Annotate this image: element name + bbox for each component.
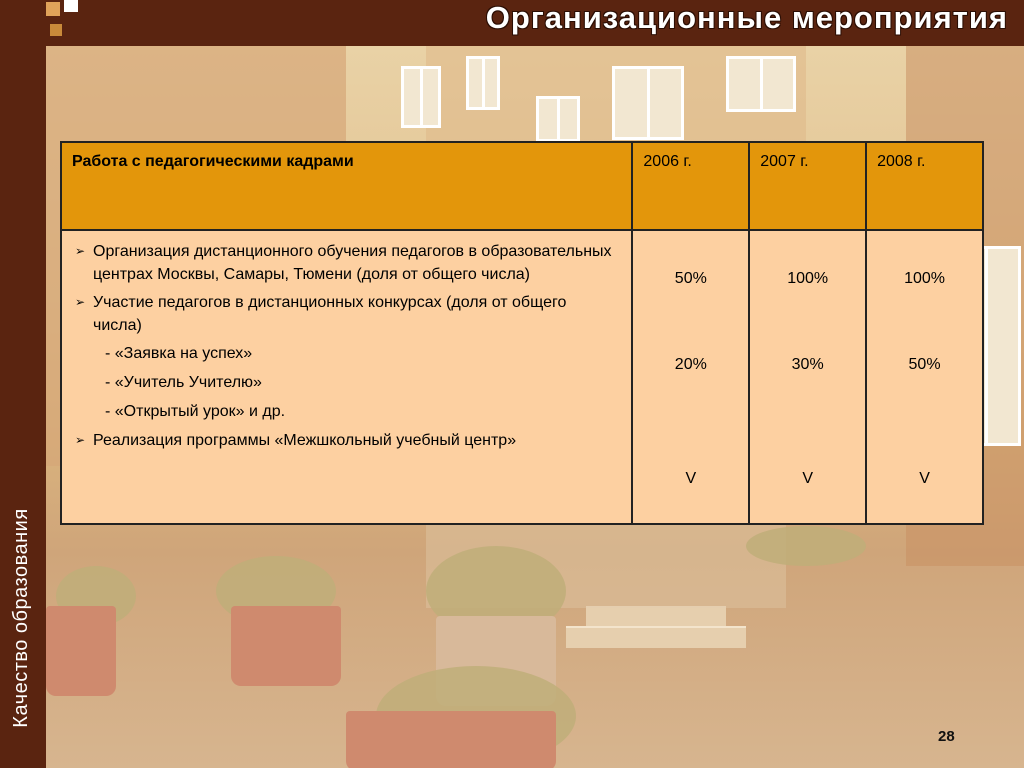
activities-table: [60, 141, 984, 525]
year-2007-header: 2007 г.: [749, 142, 866, 230]
list-item-text: Участие педагогов в дистанционных конкурсах (доля от общего числа): [93, 294, 567, 334]
list-item-text: Реализация программы «Межшкольный учебный центр»: [93, 432, 517, 449]
title-bar: [0, 0, 1024, 46]
side-title: Качество образования: [10, 508, 32, 728]
values-2006: [632, 230, 749, 524]
value-cell: 50%: [908, 356, 941, 373]
list-item-text: Организация дистанционного обучения педагогов в образовательных центрах Москвы, Самары, Тюмени (доля от общего числа): [93, 243, 612, 283]
list-item: [75, 240, 616, 286]
sub-item: - «Открытый урок» и др.: [105, 403, 286, 420]
sub-item: - «Заявка на успех»: [105, 345, 253, 362]
table-body-row: [61, 230, 983, 524]
page-title: Организационные мероприятия: [485, 0, 1008, 35]
value-cell: 30%: [791, 356, 824, 373]
sub-item: - «Учитель Учителю»: [105, 374, 262, 391]
side-band: [0, 0, 46, 768]
value-cell: V: [802, 470, 814, 487]
values-2008: [866, 230, 983, 524]
value-cell: 100%: [787, 270, 829, 287]
list-item: [75, 291, 616, 337]
table-header-title: Работа с педагогическими кадрами: [61, 142, 632, 230]
year-2008-header: 2008 г.: [866, 142, 983, 230]
arrow-bullet-icon: ➢: [75, 295, 86, 309]
year-2006-header: 2006 г.: [632, 142, 749, 230]
value-cell: 50%: [674, 270, 707, 287]
arrow-bullet-icon: ➢: [75, 433, 86, 447]
values-2007: [749, 230, 866, 524]
value-cell: 20%: [674, 356, 707, 373]
value-cell: V: [685, 470, 697, 487]
table-header-row: [61, 142, 983, 230]
list-item: [75, 429, 616, 452]
activities-cell: [61, 230, 632, 524]
value-cell: 100%: [904, 270, 946, 287]
arrow-bullet-icon: ➢: [75, 244, 86, 258]
page-number: 28: [938, 728, 955, 745]
value-cell: V: [919, 470, 930, 487]
